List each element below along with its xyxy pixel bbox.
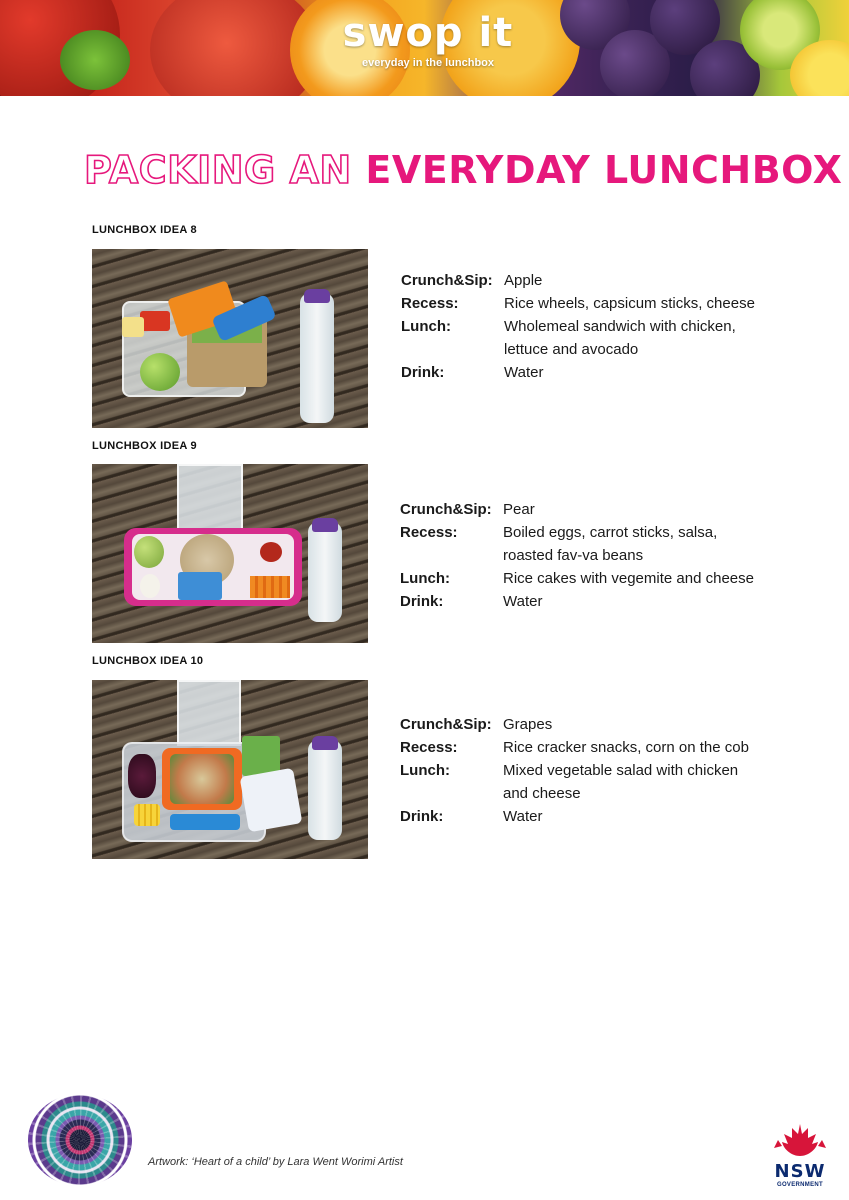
recess-key: Recess: <box>400 524 458 541</box>
artwork-dot-pattern <box>28 1094 132 1186</box>
lunch-value-line-1: Wholemeal sandwich with chicken, <box>504 318 736 335</box>
page-title <box>84 148 843 192</box>
drink-value: Water <box>503 808 543 825</box>
lunch-key: Lunch: <box>400 570 450 587</box>
crunch-sip-key: Crunch&Sip: <box>400 501 492 518</box>
lunch-value-line-1: Mixed vegetable salad with chicken <box>503 762 739 779</box>
lunchbox-idea-10-label: LUNCHBOX IDEA 10 <box>92 655 204 667</box>
nsw-wordmark: NSW <box>774 1161 826 1182</box>
crunch-sip-value: Pear <box>503 501 535 518</box>
crunch-sip-key: Crunch&Sip: <box>401 272 493 289</box>
lunchbox-idea-8-photo <box>92 249 368 428</box>
recess-value-line-2: roasted fav-va beans <box>503 547 644 564</box>
drink-value: Water <box>503 593 543 610</box>
logo-tagline: everyday in the lunchbox <box>361 57 495 69</box>
lunch-value-line-2: and cheese <box>503 785 581 802</box>
lunch-key: Lunch: <box>400 762 450 779</box>
crunch-sip-key: Crunch&Sip: <box>400 716 492 733</box>
header-banner <box>0 0 849 96</box>
nsw-government-text: GOVERNMENT <box>776 1182 823 1188</box>
lunch-value-line-2: lettuce and avocado <box>504 341 639 358</box>
crunch-sip-value: Apple <box>504 272 543 289</box>
lunchbox-idea-8-label: LUNCHBOX IDEA 8 <box>92 224 197 236</box>
logo-wordmark: swop it <box>342 10 514 56</box>
crunch-sip-value: Grapes <box>503 716 553 733</box>
swop-it-logo <box>328 10 528 90</box>
recess-key: Recess: <box>401 295 459 312</box>
title-solid-text: EVERYDAY LUNCHBOX <box>365 148 843 192</box>
lunch-key: Lunch: <box>401 318 451 335</box>
artwork-credit: Artwork: ‘Heart of a child’ by Lara Went Worimi Artist <box>148 1156 403 1168</box>
drink-key: Drink: <box>401 364 445 381</box>
title-outline-text: PACKING AN <box>84 148 352 192</box>
lunch-value: Rice cakes with vegemite and cheese <box>503 570 754 587</box>
recess-value: Rice wheels, capsicum sticks, cheese <box>504 295 755 312</box>
waratah-icon <box>772 1122 828 1158</box>
drink-key: Drink: <box>400 808 444 825</box>
nsw-government-logo <box>770 1122 830 1189</box>
recess-value-line-1: Boiled eggs, carrot sticks, salsa, <box>503 524 718 541</box>
recess-value: Rice cracker snacks, corn on the cob <box>503 739 749 756</box>
lunchbox-idea-10-photo <box>92 680 368 859</box>
drink-key: Drink: <box>400 593 444 610</box>
recess-key: Recess: <box>400 739 458 756</box>
drink-value: Water <box>504 364 544 381</box>
lunchbox-idea-9-label: LUNCHBOX IDEA 9 <box>92 440 197 452</box>
lunchbox-idea-9-photo <box>92 464 368 643</box>
